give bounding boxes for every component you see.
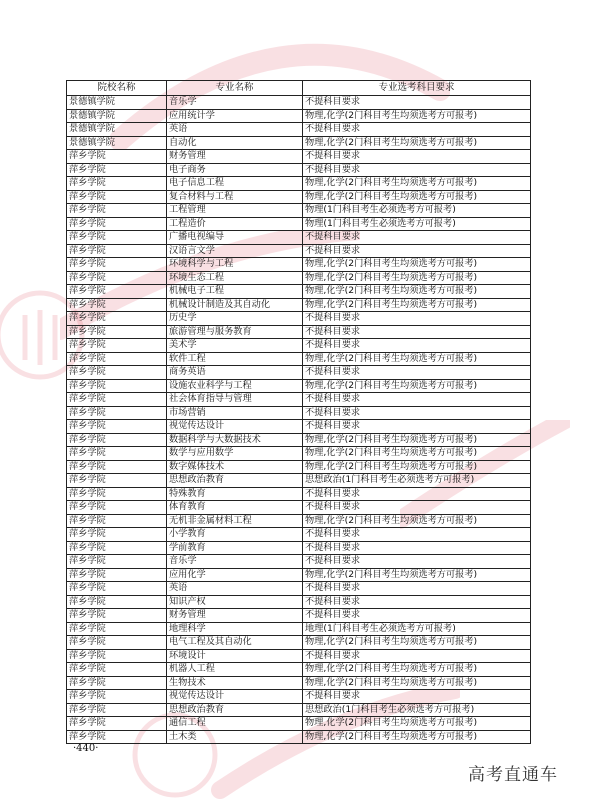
cell-school: 萍乡学院: [67, 582, 167, 596]
cell-major: 商务英语: [167, 366, 303, 380]
cell-requirement: 物理,化学(2门科目考生均须选考方可报考): [303, 136, 531, 150]
cell-major: 财务管理: [167, 609, 303, 623]
cell-school: 萍乡学院: [67, 325, 167, 339]
cell-requirement: 物理,化学(2门科目考生均须选考方可报考): [303, 676, 531, 690]
cell-school: 萍乡学院: [67, 271, 167, 285]
cell-major: 特殊教育: [167, 487, 303, 501]
table-row: [67, 474, 531, 488]
table-row: [67, 366, 531, 380]
table-row: [67, 298, 531, 312]
cell-major: 体育教育: [167, 501, 303, 515]
page-number: ·440·: [73, 743, 99, 754]
cell-major: 视觉传达设计: [167, 690, 303, 704]
cell-school: 萍乡学院: [67, 474, 167, 488]
cell-major: 软件工程: [167, 352, 303, 366]
table-row: [67, 730, 531, 744]
cell-school: 萍乡学院: [67, 636, 167, 650]
cell-school: 萍乡学院: [67, 231, 167, 245]
cell-major: 电子商务: [167, 163, 303, 177]
cell-school: 景德镇学院: [67, 123, 167, 137]
cell-school: 萍乡学院: [67, 298, 167, 312]
table-row: [67, 487, 531, 501]
table-body: [67, 96, 531, 744]
table-row: [67, 582, 531, 596]
cell-major: 学前教育: [167, 541, 303, 555]
cell-major: 汉语言文学: [167, 244, 303, 258]
cell-requirement: 不提科目要求: [303, 487, 531, 501]
cell-requirement: 不提科目要求: [303, 312, 531, 326]
table-row: [67, 649, 531, 663]
cell-major: 通信工程: [167, 717, 303, 731]
table-row: [67, 568, 531, 582]
cell-school: 萍乡学院: [67, 717, 167, 731]
table-row: [67, 271, 531, 285]
table-row: [67, 204, 531, 218]
cell-school: 萍乡学院: [67, 514, 167, 528]
cell-requirement: 物理,化学(2门科目考生均须选考方可报考): [303, 568, 531, 582]
cell-school: 萍乡学院: [67, 163, 167, 177]
table-row: [67, 663, 531, 677]
cell-major: 广播电视编导: [167, 231, 303, 245]
cell-requirement: 物理,化学(2门科目考生均须选考方可报考): [303, 190, 531, 204]
cell-school: 萍乡学院: [67, 244, 167, 258]
table-row: [67, 690, 531, 704]
cell-major: 音乐学: [167, 555, 303, 569]
cell-major: 机械设计制造及其自动化: [167, 298, 303, 312]
cell-requirement: 物理,化学(2门科目考生均须选考方可报考): [303, 717, 531, 731]
cell-school: 萍乡学院: [67, 258, 167, 272]
cell-school: 萍乡学院: [67, 487, 167, 501]
cell-requirement: 物理,化学(2门科目考生均须选考方可报考): [303, 298, 531, 312]
cell-requirement: 物理,化学(2门科目考生均须选考方可报考): [303, 285, 531, 299]
table-row: [67, 231, 531, 245]
table-row: [67, 595, 531, 609]
cell-school: 景德镇学院: [67, 96, 167, 110]
cell-major: 环境科学与工程: [167, 258, 303, 272]
cell-major: 机器人工程: [167, 663, 303, 677]
cell-school: 萍乡学院: [67, 190, 167, 204]
table-row: [67, 501, 531, 515]
cell-school: 萍乡学院: [67, 339, 167, 353]
cell-major: 应用统计学: [167, 109, 303, 123]
cell-major: 电子信息工程: [167, 177, 303, 191]
table-row: [67, 622, 531, 636]
cell-requirement: 物理,化学(2门科目考生均须选考方可报考): [303, 258, 531, 272]
cell-major: 数据科学与大数据技术: [167, 433, 303, 447]
table-row: [67, 541, 531, 555]
table-row: [67, 609, 531, 623]
cell-school: 萍乡学院: [67, 366, 167, 380]
cell-requirement: 物理,化学(2门科目考生均须选考方可报考): [303, 379, 531, 393]
cell-requirement: 物理,化学(2门科目考生均须选考方可报考): [303, 636, 531, 650]
cell-requirement: 不提科目要求: [303, 609, 531, 623]
cell-major: 英语: [167, 123, 303, 137]
cell-school: 萍乡学院: [67, 622, 167, 636]
table-row: [67, 420, 531, 434]
cell-major: 旅游管理与服务教育: [167, 325, 303, 339]
table-row: [67, 217, 531, 231]
cell-requirement: 物理,化学(2门科目考生均须选考方可报考): [303, 433, 531, 447]
cell-requirement: 地理(1门科目考生必须选考方可报考): [303, 622, 531, 636]
table-row: [67, 406, 531, 420]
cell-major: 小学教育: [167, 528, 303, 542]
cell-major: 思想政治教育: [167, 703, 303, 717]
cell-school: 萍乡学院: [67, 312, 167, 326]
header-requirement: 专业选考科目要求: [303, 81, 531, 96]
cell-school: 萍乡学院: [67, 420, 167, 434]
table-row: [67, 393, 531, 407]
table-row: [67, 460, 531, 474]
cell-major: 应用化学: [167, 568, 303, 582]
cell-major: 地理科学: [167, 622, 303, 636]
cell-school: 萍乡学院: [67, 649, 167, 663]
cell-requirement: 物理,化学(2门科目考生均须选考方可报考): [303, 447, 531, 461]
table-row: [67, 325, 531, 339]
table-row: [67, 339, 531, 353]
cell-major: 数学与应用数学: [167, 447, 303, 461]
table-row: [67, 163, 531, 177]
cell-school: 萍乡学院: [67, 595, 167, 609]
table-row: [67, 379, 531, 393]
cell-requirement: 不提科目要求: [303, 690, 531, 704]
cell-school: 萍乡学院: [67, 609, 167, 623]
cell-requirement: 物理,化学(2门科目考生均须选考方可报考): [303, 271, 531, 285]
cell-requirement: 思想政治(1门科目考生必须选考方可报考): [303, 474, 531, 488]
cell-major: 社会体育指导与管理: [167, 393, 303, 407]
cell-school: 萍乡学院: [67, 676, 167, 690]
header-major: 专业名称: [167, 81, 303, 96]
cell-school: 萍乡学院: [67, 150, 167, 164]
cell-school: 萍乡学院: [67, 730, 167, 744]
cell-requirement: 不提科目要求: [303, 406, 531, 420]
cell-requirement: 不提科目要求: [303, 582, 531, 596]
cell-major: 历史学: [167, 312, 303, 326]
cell-major: 自动化: [167, 136, 303, 150]
cell-requirement: 物理,化学(2门科目考生均须选考方可报考): [303, 352, 531, 366]
table-row: [67, 555, 531, 569]
cell-school: 萍乡学院: [67, 177, 167, 191]
cell-requirement: 不提科目要求: [303, 555, 531, 569]
table-row: [67, 528, 531, 542]
table-row: [67, 136, 531, 150]
cell-requirement: 不提科目要求: [303, 420, 531, 434]
cell-requirement: 物理,化学(2门科目考生均须选考方可报考): [303, 177, 531, 191]
cell-major: 环境生态工程: [167, 271, 303, 285]
table-row: [67, 109, 531, 123]
cell-school: 景德镇学院: [67, 109, 167, 123]
cell-major: 生物技术: [167, 676, 303, 690]
cell-requirement: 思想政治(1门科目考生必须选考方可报考): [303, 703, 531, 717]
cell-requirement: 不提科目要求: [303, 96, 531, 110]
cell-major: 土木类: [167, 730, 303, 744]
table-row: [67, 433, 531, 447]
table-row: [67, 285, 531, 299]
cell-requirement: 不提科目要求: [303, 244, 531, 258]
table-row: [67, 636, 531, 650]
cell-school: 萍乡学院: [67, 555, 167, 569]
cell-school: 萍乡学院: [67, 690, 167, 704]
table-row: [67, 190, 531, 204]
cell-school: 萍乡学院: [67, 447, 167, 461]
table-row: [67, 352, 531, 366]
cell-requirement: 不提科目要求: [303, 649, 531, 663]
cell-major: 英语: [167, 582, 303, 596]
cell-school: 萍乡学院: [67, 528, 167, 542]
cell-major: 视觉传达设计: [167, 420, 303, 434]
cell-requirement: 不提科目要求: [303, 528, 531, 542]
cell-major: 美术学: [167, 339, 303, 353]
cell-major: 思想政治教育: [167, 474, 303, 488]
table-row: [67, 177, 531, 191]
cell-school: 萍乡学院: [67, 460, 167, 474]
table-row: [67, 258, 531, 272]
cell-school: 萍乡学院: [67, 285, 167, 299]
cell-school: 萍乡学院: [67, 393, 167, 407]
cell-school: 萍乡学院: [67, 204, 167, 218]
cell-requirement: 不提科目要求: [303, 231, 531, 245]
table-row: [67, 447, 531, 461]
cell-requirement: 不提科目要求: [303, 163, 531, 177]
cell-school: 萍乡学院: [67, 352, 167, 366]
cell-requirement: 不提科目要求: [303, 393, 531, 407]
cell-major: 工程造价: [167, 217, 303, 231]
header-school: 院校名称: [67, 81, 167, 96]
cell-requirement: 物理,化学(2门科目考生均须选考方可报考): [303, 460, 531, 474]
cell-school: 萍乡学院: [67, 433, 167, 447]
brand-logo-text: 高考直通车: [468, 765, 558, 785]
table-row: [67, 312, 531, 326]
cell-school: 萍乡学院: [67, 663, 167, 677]
table-row: [67, 96, 531, 110]
cell-school: 萍乡学院: [67, 541, 167, 555]
cell-school: 萍乡学院: [67, 379, 167, 393]
cell-major: 数字媒体技术: [167, 460, 303, 474]
cell-requirement: 不提科目要求: [303, 366, 531, 380]
cell-requirement: 不提科目要求: [303, 501, 531, 515]
cell-major: 财务管理: [167, 150, 303, 164]
cell-requirement: 物理,化学(2门科目考生均须选考方可报考): [303, 663, 531, 677]
table-row: [67, 514, 531, 528]
subject-requirements-table: [66, 80, 531, 744]
cell-major: 复合材料与工程: [167, 190, 303, 204]
cell-school: 萍乡学院: [67, 217, 167, 231]
table-row: [67, 717, 531, 731]
cell-major: 机械电子工程: [167, 285, 303, 299]
cell-requirement: 不提科目要求: [303, 150, 531, 164]
cell-requirement: 物理,化学(2门科目考生均须选考方可报考): [303, 109, 531, 123]
cell-school: 萍乡学院: [67, 568, 167, 582]
table-row: [67, 676, 531, 690]
cell-major: 设施农业科学与工程: [167, 379, 303, 393]
cell-major: 市场营销: [167, 406, 303, 420]
cell-requirement: 物理,化学(2门科目考生均须选考方可报考): [303, 730, 531, 744]
table-row: [67, 123, 531, 137]
table-row: [67, 244, 531, 258]
cell-requirement: 不提科目要求: [303, 339, 531, 353]
table-header-row: [67, 81, 531, 96]
cell-major: 工程管理: [167, 204, 303, 218]
cell-requirement: 物理(1门科目考生必须选考方可报考): [303, 217, 531, 231]
table-row: [67, 150, 531, 164]
cell-requirement: 物理,化学(2门科目考生均须选考方可报考): [303, 514, 531, 528]
cell-school: 萍乡学院: [67, 406, 167, 420]
cell-major: 无机非金属材料工程: [167, 514, 303, 528]
cell-major: 电气工程及其自动化: [167, 636, 303, 650]
cell-requirement: 不提科目要求: [303, 595, 531, 609]
cell-requirement: 不提科目要求: [303, 541, 531, 555]
cell-major: 音乐学: [167, 96, 303, 110]
cell-school: 萍乡学院: [67, 703, 167, 717]
table-row: [67, 703, 531, 717]
cell-major: 环境设计: [167, 649, 303, 663]
cell-requirement: 不提科目要求: [303, 325, 531, 339]
cell-school: 景德镇学院: [67, 136, 167, 150]
cell-school: 萍乡学院: [67, 501, 167, 515]
cell-major: 知识产权: [167, 595, 303, 609]
cell-requirement: 不提科目要求: [303, 123, 531, 137]
cell-requirement: 物理(1门科目考生必须选考方可报考): [303, 204, 531, 218]
